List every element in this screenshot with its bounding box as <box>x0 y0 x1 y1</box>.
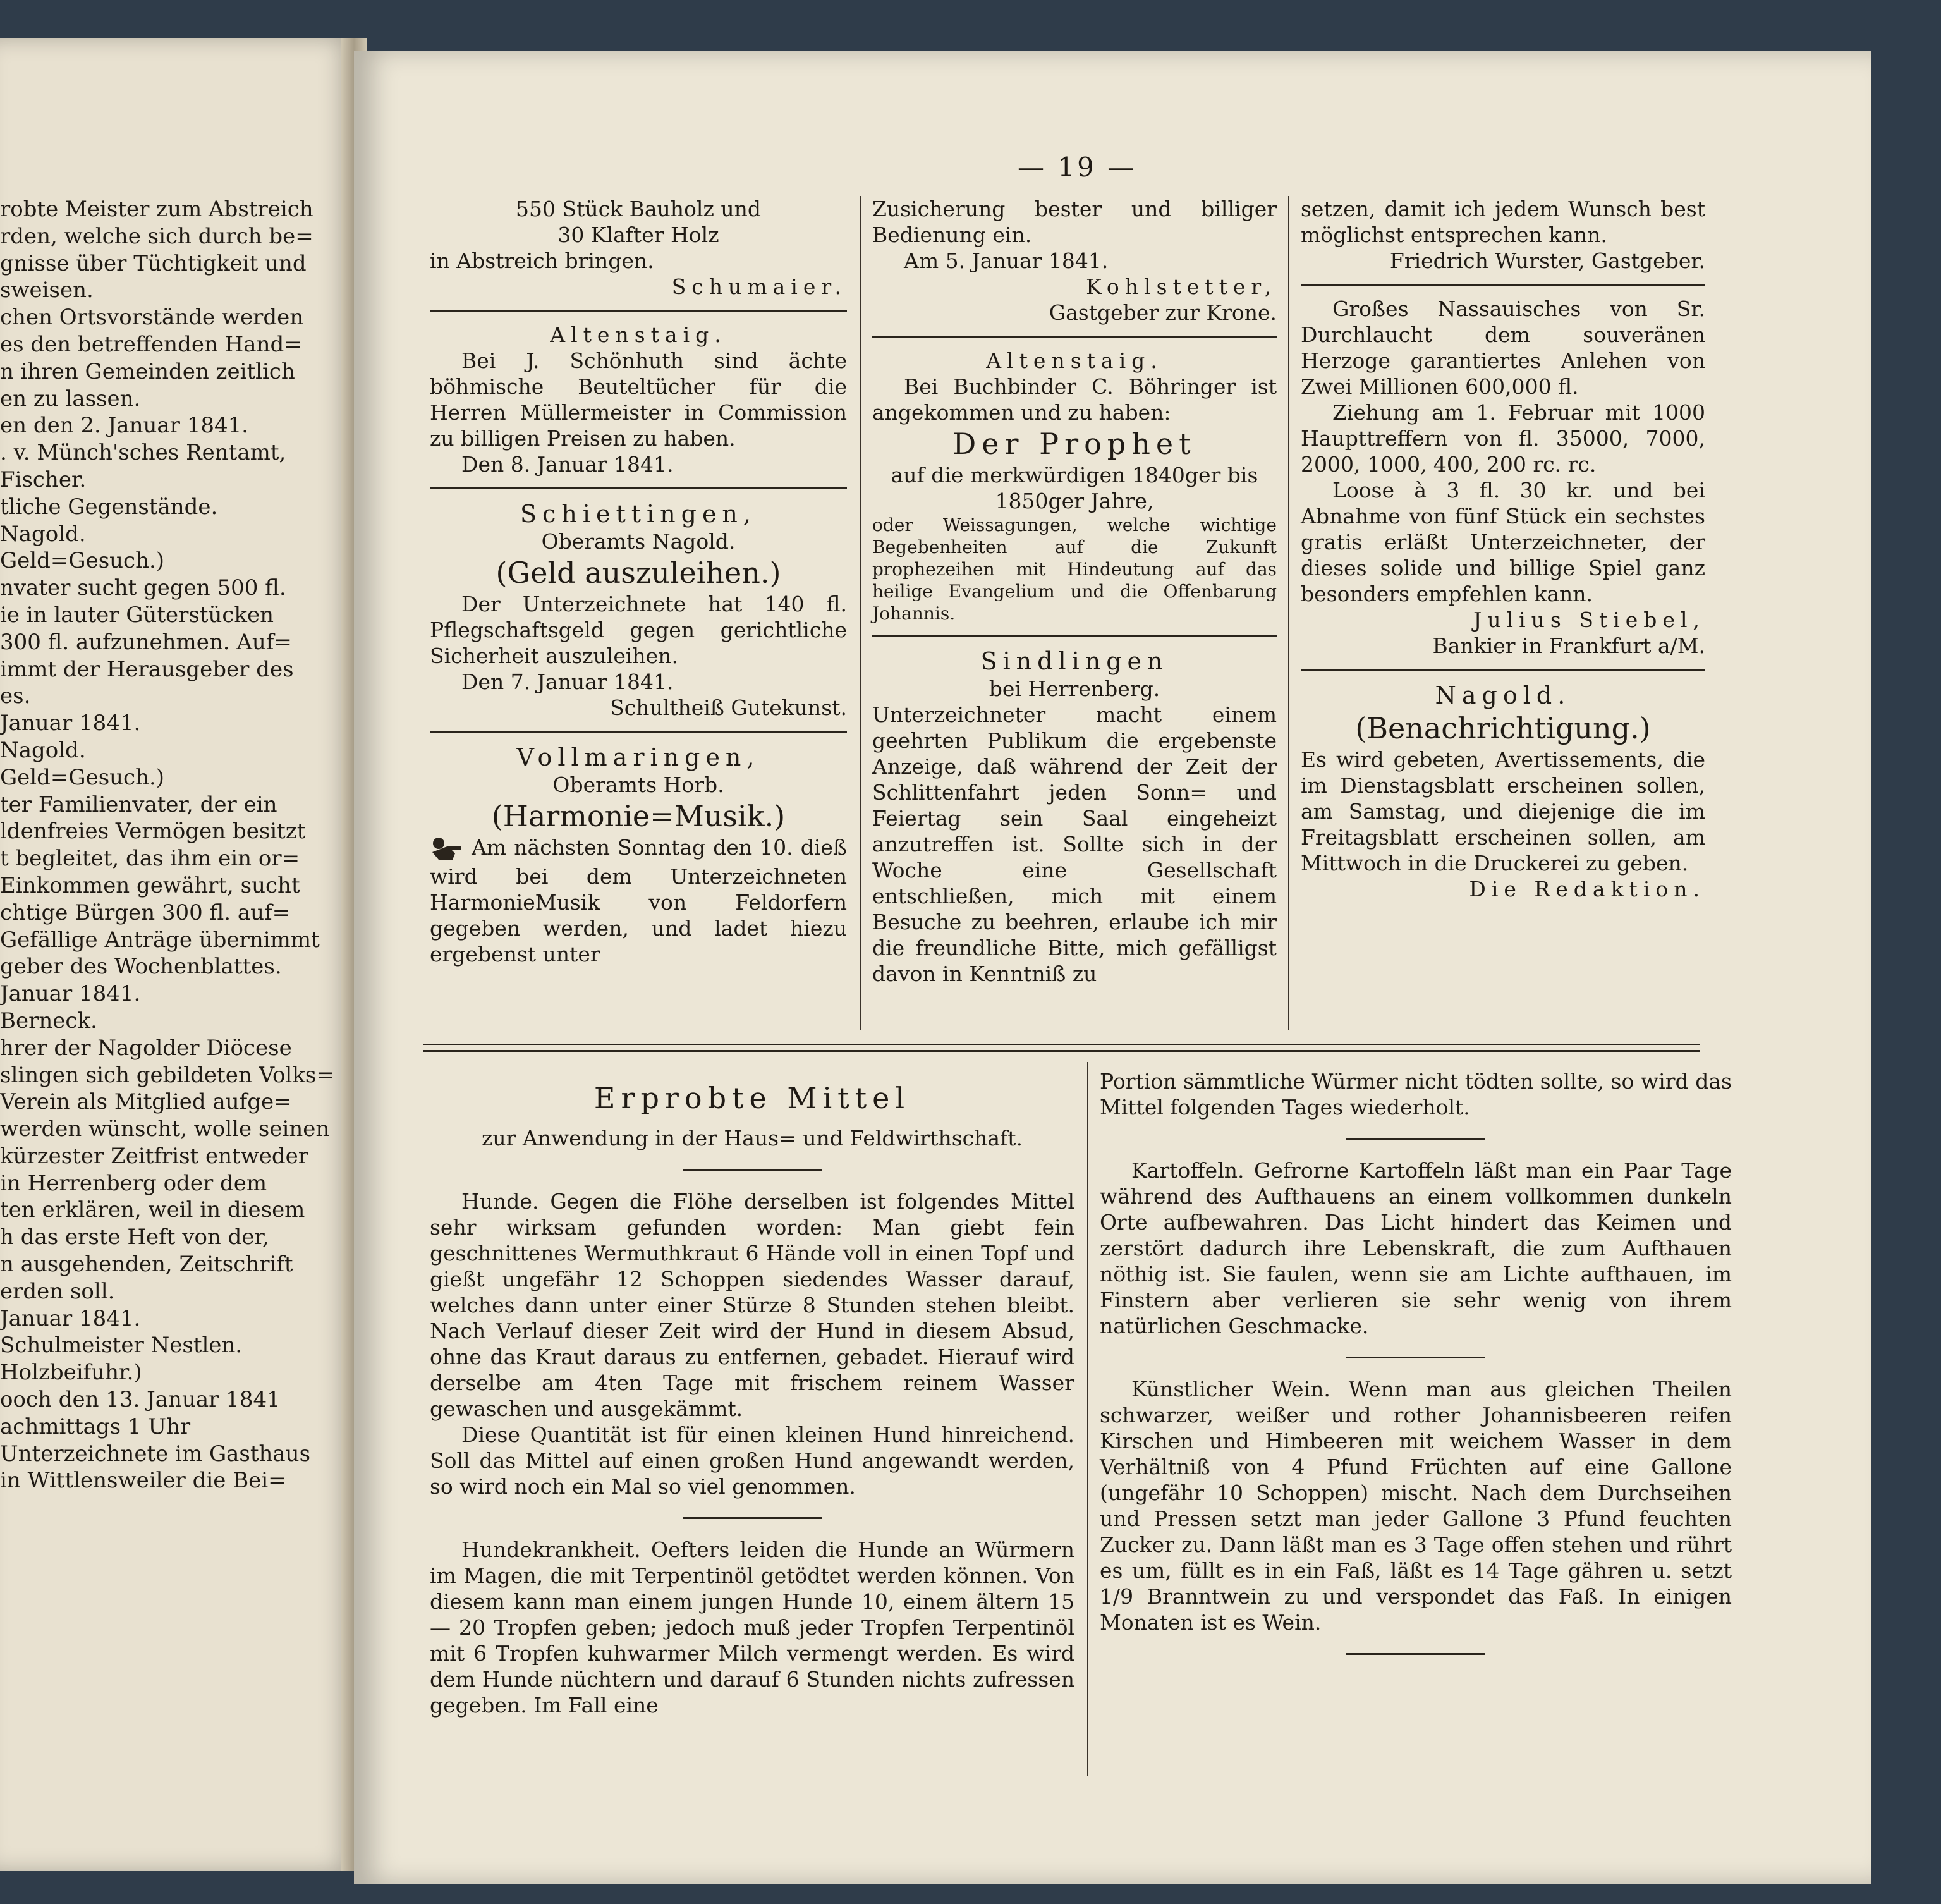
left-fragment-line: Nagold. <box>0 737 86 763</box>
col1-top-line-1: 550 Stück Bauholz und <box>516 197 761 221</box>
col1-a4-text: Am nächsten Sonntag den 10. dieß wird bei dem Unterzeichneten HarmonieMusik von Feldorfern gegeben werden, und ladet hiezu ergebenst unter <box>430 835 847 967</box>
col1-a3-date: Den 7. Januar 1841. <box>461 669 674 694</box>
col2-top-sign1: Kohlstetter, <box>1086 274 1277 299</box>
col1-top-line-2: 30 Klafter Holz <box>557 223 719 247</box>
left-fragment-line: gnisse über Tüchtigkeit und <box>0 250 307 276</box>
col2-a3-text: Unterzeichneter macht einem geehrten Publikum die ergebenste Anzeige, daß während der Zeit der Schlittenfahrt jeden Sonn= und Feiertag sein Saal eingeheizt anzutreffen ist. Sollte sich in der Woche eine Gesellschaft entschließen, mich mit einem Besuche zu beehren, erlaube ich mir die freundliche Bitte, mich gefälligst davon in Kenntniß zu <box>872 702 1277 986</box>
left-fragment-line: es den betreffenden Hand= <box>0 331 302 357</box>
separator-rule <box>1301 669 1705 671</box>
lower-left-para-2: Diese Quantität ist für einen kleinen Hund hinreichend. Soll das Mittel auf einen großen Hund angewandt werden, so wird noch ein Mal so viel genommen. <box>430 1422 1074 1499</box>
left-fragment-line: in Wittlensweiler die Bei= <box>0 1468 286 1494</box>
left-fragment-line: Fischer. <box>0 467 87 492</box>
col3-a3-text: Es wird gebeten, Avertissements, die im Dienstagsblatt erscheinen sollen, am Samstag, und diejenige die im Freitagsblatt erscheinen sollen, am Mittwoch in die Druckerei zu geben. <box>1301 747 1705 876</box>
col2-a2-text: Bei Buchbinder C. Böhringer ist angekommen und zu haben: <box>872 374 1277 425</box>
col2-a2-place: Altenstaig. <box>986 348 1163 373</box>
col3-a3-title: (Benachrichtigung.) <box>1355 711 1651 745</box>
column-2 <box>872 196 1277 987</box>
col1-a3-title: (Geld auszuleihen.) <box>496 556 781 590</box>
left-fragment-line: werden wünscht, wolle seinen <box>0 1116 330 1142</box>
pointing-hand-icon <box>430 834 464 864</box>
left-fragment-line: h das erste Heft von der, <box>0 1224 269 1250</box>
left-fragment-line: . v. Münch'sches Rentamt, <box>0 440 286 466</box>
left-fragment-line: Nagold. <box>0 521 86 547</box>
left-fragment-line: ooch den 13. Januar 1841 <box>0 1387 281 1413</box>
col1-a3-district: Oberamts Nagold. <box>541 529 736 554</box>
separator-rule <box>872 635 1277 637</box>
separator-rule <box>872 336 1277 338</box>
col2-top-text: Zusicherung bester und billiger Bedienung ein. <box>872 197 1277 247</box>
column-1 <box>430 196 847 967</box>
col1-top-signature: Schumaier. <box>671 274 847 299</box>
separator-rule <box>1301 284 1705 286</box>
col3-a2-sign1: Julius Stiebel, <box>1473 607 1705 632</box>
separator-rule <box>683 1169 822 1171</box>
col3-top-sign: Friedrich Wurster, Gastgeber. <box>1389 248 1705 273</box>
left-fragment-line: Holzbeifuhr.) <box>0 1360 142 1386</box>
separator-rule <box>430 487 847 489</box>
col1-a4-place: Vollmaringen, <box>516 743 760 771</box>
col3-top-text: setzen, damit ich jedem Wunsch best möglichst entsprechen kann. <box>1301 197 1705 247</box>
left-page-fragments <box>0 196 334 1494</box>
left-fragment-line: in Herrenberg oder dem <box>0 1170 267 1196</box>
col2-a2-title: Der Prophet <box>952 427 1196 461</box>
left-fragment-line: en zu lassen. <box>0 386 141 412</box>
left-fragment-line: Geld=Gesuch.) <box>0 764 165 790</box>
separator-rule <box>1346 1138 1485 1140</box>
left-fragment-line: rden, welche sich durch be= <box>0 223 313 249</box>
col1-a3-signature: Schultheiß Gutekunst. <box>610 695 847 720</box>
col2-a2-sub1: auf die merkwürdigen 1840ger bis <box>891 463 1258 487</box>
left-fragment-line: 300 fl. aufzunehmen. Auf= <box>0 629 292 655</box>
left-fragment-line: chen Ortsvorstände werden <box>0 305 304 331</box>
left-fragment-line: n ihren Gemeinden zeitlich <box>0 358 295 384</box>
left-fragment-line: ten erklären, weil in diesem <box>0 1197 305 1223</box>
col2-top-sign2: Gastgeber zur Krone. <box>1049 300 1277 325</box>
left-fragment-line: ldenfreies Vermögen besitzt <box>0 819 306 845</box>
lower-right-para-2: Kartoffeln. Gefrorne Kartoffeln läßt man ein Paar Tage während des Aufthauens an einem vollkommen dunkeln Orte aufbewahren. Das Licht hindert das Keimen und zerstört dadurch ihre Lebenskraft, die zum Aufthauen nöthig ist. Sie faulen, wenn sie am Lichte aufthauen, im Finstern aber verlieren sie sehr wenig von ihrem natürlichen Geschmacke. <box>1100 1158 1732 1338</box>
col2-a2-sub2: 1850ger Jahre, <box>995 489 1154 513</box>
col2-top-date: Am 5. Januar 1841. <box>904 248 1109 273</box>
left-fragment-line: sweisen. <box>0 278 94 303</box>
col3-a3-sign: Die Redaktion. <box>1469 877 1705 901</box>
col1-a4-title: (Harmonie=Musik.) <box>491 799 786 833</box>
separator-rule <box>430 731 847 733</box>
left-fragment-line: Einkommen gewährt, sucht <box>0 872 300 898</box>
column-divider <box>1288 196 1289 1030</box>
left-fragment-line: immt der Herausgeber des <box>0 656 294 682</box>
col3-a3-place: Nagold. <box>1435 681 1571 709</box>
col2-a2-sub3: oder Weissagungen, welche wichtige Begebenheiten auf die Zukunft prophezeihen mit Hindeutung auf das heilige Evangelium und die Offenbarung Johannis. <box>872 515 1277 624</box>
col3-a2-text3: Loose à 3 fl. 30 kr. und bei Abnahme von fünf Stück ein sechstes gratis erläßt Unterzeichneter, der dieses solide und billige Spiel ganz besonders empfehlen kann. <box>1301 478 1705 606</box>
left-fragment-line: Januar 1841. <box>0 711 141 736</box>
left-fragment-line: hrer der Nagolder Diöcese <box>0 1035 292 1061</box>
lower-right-para-1: Portion sämmtliche Würmer nicht tödten sollte, so wird das Mittel folgenden Tages wiederholt. <box>1100 1069 1732 1120</box>
col3-a2-text1: Großes Nassauisches von Sr. Durchlaucht dem souveränen Herzoge garantiertes Anlehen von Zwei Millionen 600,000 fl. <box>1301 296 1705 399</box>
col1-a3-place: Schiettingen, <box>520 500 757 528</box>
separator-rule <box>1346 1653 1485 1655</box>
lower-subtitle: zur Anwendung in der Haus= und Feldwirthschaft. <box>481 1126 1023 1150</box>
page-number: — 19 — <box>1018 152 1137 183</box>
col1-a3-text: Der Unterzeichnete hat 140 fl. Pflegschaftsgeld gegen gerichtliche Sicherheit auszuleihen. <box>430 592 847 668</box>
left-fragment-line: Januar 1841. <box>0 1305 141 1331</box>
lower-left-para-3: Hundekrankheit. Oefters leiden die Hunde an Würmern im Magen, die mit Terpentinöl getödtet werden können. Von diesem kann man einem jungen Hunde 10, einem ältern 15 — 20 Tropfen geben; jedoch muß jeder Tropfen Terpentinöl mit 6 Tropfen kuhwarmer Milch vermengt werden. Es wird dem Hunde nüchtern und darauf 6 Stunden nichts zufressen gegeben. Im Fall eine <box>430 1537 1074 1718</box>
left-fragment-line: robte Meister zum Abstreich <box>0 197 313 222</box>
left-fragment-line: t begleitet, das ihm ein or= <box>0 846 300 872</box>
left-fragment-line: kürzester Zeitfrist entweder <box>0 1143 309 1169</box>
section-double-rule <box>423 1044 1700 1052</box>
left-fragment-line: ie in lauter Güterstücken <box>0 602 274 628</box>
col2-a3-place: Sindlingen <box>980 647 1169 675</box>
lower-right-para-3: Künstlicher Wein. Wenn man aus gleichen Theilen schwarzer, weißer und rother Johannisbeeren reifen Kirschen und Himbeeren mit weichem Wasser in dem Verhältniß von 4 Pfund Früchten auf eine Gallone (ungefähr 10 Schoppen) mischt. Nach dem Durchseihen und Pressen setzt man jeder Gallone 3 Pfund feuchten Zucker zu. Dann läßt man es 3 Tage offen stehen und rührt es um, füllt es in ein Faß, läßt es 14 Tage gähren u. setzt 1/9 Branntwein zu und verspondet das Faß. In einigen Monaten ist es Wein. <box>1100 1377 1732 1635</box>
col1-top-line-3: in Abstreich bringen. <box>430 248 654 273</box>
left-fragment-line: erden soll. <box>0 1278 115 1304</box>
left-fragment-line: tliche Gegenstände. <box>0 494 218 520</box>
lower-left-para-1: Hunde. Gegen die Flöhe derselben ist folgendes Mittel sehr wirksam gefunden worden: Man giebt fein geschnittenes Wermuthkraut 6 Hände voll in einen Topf und gießt ungefähr 12 Schoppen siedendes Wasser darauf, welches dann unter einer Stürze 8 Stunden stehen bleibt. Nach Verlauf dieser Zeit wird der Hund in diesem Absud, ohne das Kraut daraus zu entfernen, gebadet. Hierauf wird derselbe am 4ten Tage mit frischem reinem Wasser gewaschen und ausgekämmt. <box>430 1189 1074 1421</box>
left-fragment-line: Berneck. <box>0 1008 97 1034</box>
left-fragment-line: Schulmeister Nestlen. <box>0 1333 243 1358</box>
separator-rule <box>430 310 847 312</box>
right-page <box>354 51 1871 1884</box>
left-fragment-line: slingen sich gebildeten Volks= <box>0 1062 334 1088</box>
lower-right-column <box>1100 1068 1732 1673</box>
column-divider <box>860 196 861 1030</box>
col1-a2-date: Den 8. Januar 1841. <box>461 452 674 477</box>
col1-a2-place: Altenstaig. <box>550 322 727 347</box>
separator-rule <box>683 1517 822 1519</box>
left-fragment-line: geber des Wochenblattes. <box>0 954 282 980</box>
col3-a2-sign2: Bankier in Frankfurt a/M. <box>1432 633 1705 658</box>
col1-a4-text-wrap <box>430 834 847 967</box>
left-fragment-line: achmittags 1 Uhr <box>0 1413 191 1439</box>
left-fragment-line: en den 2. Januar 1841. <box>0 413 249 439</box>
left-fragment-line: nvater sucht gegen 500 fl. <box>0 575 286 601</box>
col2-a3-district: bei Herrenberg. <box>989 676 1160 701</box>
col1-a2-text: Bei J. Schönhuth sind ächte böhmische Beuteltücher für die Herren Müllermeister in Commission zu billigen Preisen zu haben. <box>430 348 847 451</box>
lower-column-divider <box>1087 1062 1088 1776</box>
left-fragment-line: ter Familienvater, der ein <box>0 791 277 817</box>
left-fragment-line: chtige Bürgen 300 fl. auf= <box>0 900 291 925</box>
lower-left-column <box>430 1068 1074 1718</box>
separator-rule <box>1346 1357 1485 1358</box>
left-fragment-line: Unterzeichnete im Gasthaus <box>0 1441 311 1467</box>
lower-title: Erprobte Mittel <box>593 1081 911 1115</box>
left-fragment-line: n ausgehenden, Zeitschrift <box>0 1252 293 1278</box>
column-3 <box>1301 196 1705 902</box>
left-fragment-line: Verein als Mitglied aufge= <box>0 1089 292 1115</box>
col1-a4-district: Oberamts Horb. <box>552 772 724 797</box>
left-fragment-line: Januar 1841. <box>0 981 141 1007</box>
left-page <box>0 38 357 1871</box>
col3-a2-text2: Ziehung am 1. Februar mit 1000 Haupttreffern von fl. 35000, 7000, 2000, 1000, 400, 200 rc. rc. <box>1301 400 1705 477</box>
left-fragment-line: es. <box>0 683 31 709</box>
left-fragment-line: Gefällige Anträge übernimmt <box>0 927 320 953</box>
left-fragment-line: Geld=Gesuch.) <box>0 548 165 574</box>
